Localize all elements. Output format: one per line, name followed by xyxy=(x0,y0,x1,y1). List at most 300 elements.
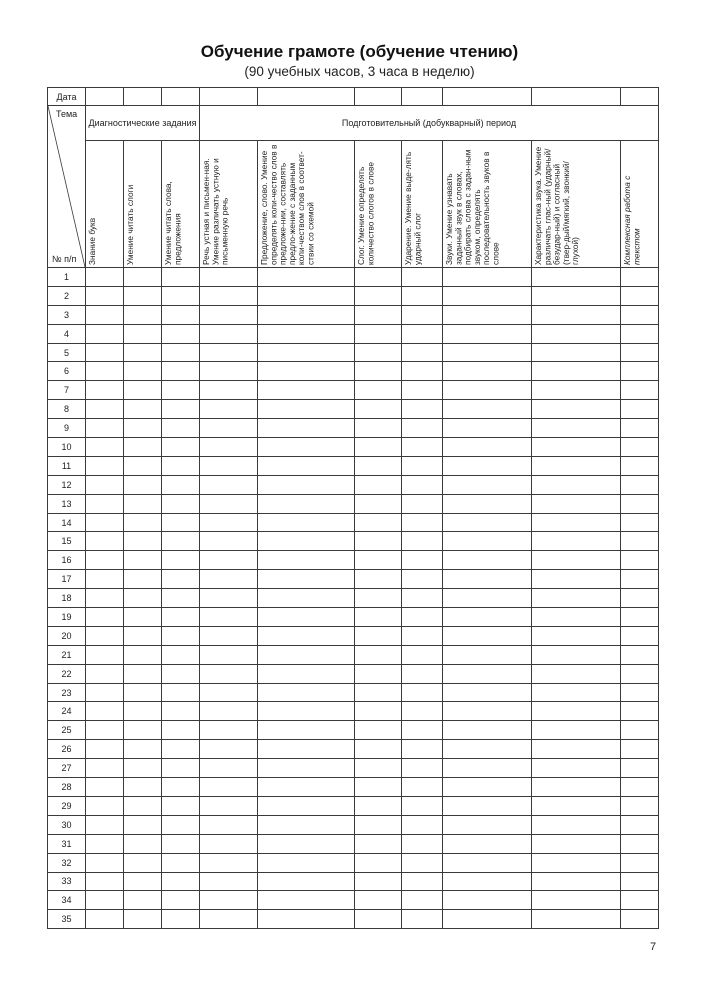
grade-cell[interactable] xyxy=(621,778,659,797)
grade-cell[interactable] xyxy=(443,778,532,797)
grade-cell[interactable] xyxy=(86,834,124,853)
grade-cell[interactable] xyxy=(355,475,402,494)
grade-cell[interactable] xyxy=(86,400,124,419)
grade-cell[interactable] xyxy=(355,513,402,532)
grade-cell[interactable] xyxy=(621,551,659,570)
grade-cell[interactable] xyxy=(200,778,258,797)
grade-cell[interactable] xyxy=(162,626,200,645)
grade-cell[interactable] xyxy=(443,834,532,853)
grade-cell[interactable] xyxy=(621,475,659,494)
grade-cell[interactable] xyxy=(86,815,124,834)
grade-cell[interactable] xyxy=(200,589,258,608)
grade-cell[interactable] xyxy=(124,324,162,343)
grade-cell[interactable] xyxy=(443,268,532,287)
grade-cell[interactable] xyxy=(355,891,402,910)
grade-cell[interactable] xyxy=(200,475,258,494)
grade-cell[interactable] xyxy=(621,589,659,608)
grade-cell[interactable] xyxy=(621,268,659,287)
grade-cell[interactable] xyxy=(258,551,355,570)
grade-cell[interactable] xyxy=(162,910,200,929)
grade-cell[interactable] xyxy=(200,456,258,475)
grade-cell[interactable] xyxy=(402,891,443,910)
grade-cell[interactable] xyxy=(124,872,162,891)
grade-cell[interactable] xyxy=(443,400,532,419)
grade-cell[interactable] xyxy=(200,872,258,891)
grade-cell[interactable] xyxy=(402,438,443,457)
grade-cell[interactable] xyxy=(532,286,621,305)
grade-cell[interactable] xyxy=(355,910,402,929)
grade-cell[interactable] xyxy=(86,475,124,494)
grade-cell[interactable] xyxy=(200,324,258,343)
grade-cell[interactable] xyxy=(621,286,659,305)
grade-cell[interactable] xyxy=(443,891,532,910)
grade-cell[interactable] xyxy=(86,910,124,929)
grade-cell[interactable] xyxy=(200,419,258,438)
grade-cell[interactable] xyxy=(162,759,200,778)
grade-cell[interactable] xyxy=(355,362,402,381)
grade-cell[interactable] xyxy=(162,645,200,664)
grade-cell[interactable] xyxy=(355,570,402,589)
grade-cell[interactable] xyxy=(258,381,355,400)
grade-cell[interactable] xyxy=(532,324,621,343)
grade-cell[interactable] xyxy=(86,419,124,438)
grade-cell[interactable] xyxy=(621,645,659,664)
grade-cell[interactable] xyxy=(621,853,659,872)
grade-cell[interactable] xyxy=(621,702,659,721)
grade-cell[interactable] xyxy=(532,532,621,551)
grade-cell[interactable] xyxy=(258,532,355,551)
date-cell[interactable] xyxy=(162,88,200,106)
grade-cell[interactable] xyxy=(124,513,162,532)
grade-cell[interactable] xyxy=(258,759,355,778)
grade-cell[interactable] xyxy=(124,815,162,834)
grade-cell[interactable] xyxy=(532,513,621,532)
grade-cell[interactable] xyxy=(621,494,659,513)
grade-cell[interactable] xyxy=(162,343,200,362)
grade-cell[interactable] xyxy=(443,910,532,929)
grade-cell[interactable] xyxy=(532,815,621,834)
grade-cell[interactable] xyxy=(443,626,532,645)
grade-cell[interactable] xyxy=(86,853,124,872)
grade-cell[interactable] xyxy=(402,721,443,740)
grade-cell[interactable] xyxy=(532,721,621,740)
grade-cell[interactable] xyxy=(532,891,621,910)
grade-cell[interactable] xyxy=(402,778,443,797)
grade-cell[interactable] xyxy=(402,494,443,513)
grade-cell[interactable] xyxy=(621,362,659,381)
grade-cell[interactable] xyxy=(200,343,258,362)
grade-cell[interactable] xyxy=(443,702,532,721)
grade-cell[interactable] xyxy=(258,608,355,627)
grade-cell[interactable] xyxy=(443,589,532,608)
grade-cell[interactable] xyxy=(532,456,621,475)
grade-cell[interactable] xyxy=(443,664,532,683)
grade-cell[interactable] xyxy=(443,286,532,305)
grade-cell[interactable] xyxy=(124,551,162,570)
grade-cell[interactable] xyxy=(86,740,124,759)
grade-cell[interactable] xyxy=(443,608,532,627)
grade-cell[interactable] xyxy=(258,683,355,702)
grade-cell[interactable] xyxy=(443,475,532,494)
grade-cell[interactable] xyxy=(402,853,443,872)
grade-cell[interactable] xyxy=(355,324,402,343)
grade-cell[interactable] xyxy=(200,305,258,324)
grade-cell[interactable] xyxy=(532,740,621,759)
grade-cell[interactable] xyxy=(621,740,659,759)
grade-cell[interactable] xyxy=(162,778,200,797)
grade-cell[interactable] xyxy=(443,721,532,740)
grade-cell[interactable] xyxy=(258,626,355,645)
grade-cell[interactable] xyxy=(86,532,124,551)
grade-cell[interactable] xyxy=(124,834,162,853)
grade-cell[interactable] xyxy=(532,608,621,627)
grade-cell[interactable] xyxy=(443,570,532,589)
grade-cell[interactable] xyxy=(86,891,124,910)
grade-cell[interactable] xyxy=(402,608,443,627)
grade-cell[interactable] xyxy=(124,419,162,438)
grade-cell[interactable] xyxy=(402,740,443,759)
grade-cell[interactable] xyxy=(355,400,402,419)
grade-cell[interactable] xyxy=(258,419,355,438)
grade-cell[interactable] xyxy=(355,532,402,551)
grade-cell[interactable] xyxy=(402,362,443,381)
grade-cell[interactable] xyxy=(355,456,402,475)
grade-cell[interactable] xyxy=(162,513,200,532)
grade-cell[interactable] xyxy=(621,343,659,362)
grade-cell[interactable] xyxy=(532,551,621,570)
grade-cell[interactable] xyxy=(402,324,443,343)
grade-cell[interactable] xyxy=(162,381,200,400)
grade-cell[interactable] xyxy=(621,721,659,740)
grade-cell[interactable] xyxy=(162,664,200,683)
grade-cell[interactable] xyxy=(124,626,162,645)
grade-cell[interactable] xyxy=(402,305,443,324)
grade-cell[interactable] xyxy=(532,853,621,872)
grade-cell[interactable] xyxy=(443,381,532,400)
grade-cell[interactable] xyxy=(402,551,443,570)
grade-cell[interactable] xyxy=(124,268,162,287)
grade-cell[interactable] xyxy=(355,551,402,570)
grade-cell[interactable] xyxy=(162,702,200,721)
grade-cell[interactable] xyxy=(355,740,402,759)
grade-cell[interactable] xyxy=(200,286,258,305)
grade-cell[interactable] xyxy=(258,910,355,929)
grade-cell[interactable] xyxy=(162,683,200,702)
grade-cell[interactable] xyxy=(162,362,200,381)
grade-cell[interactable] xyxy=(86,513,124,532)
grade-cell[interactable] xyxy=(258,400,355,419)
grade-cell[interactable] xyxy=(621,910,659,929)
grade-cell[interactable] xyxy=(355,343,402,362)
grade-cell[interactable] xyxy=(258,796,355,815)
grade-cell[interactable] xyxy=(532,438,621,457)
grade-cell[interactable] xyxy=(532,494,621,513)
grade-cell[interactable] xyxy=(162,872,200,891)
grade-cell[interactable] xyxy=(621,683,659,702)
grade-cell[interactable] xyxy=(200,626,258,645)
grade-cell[interactable] xyxy=(258,268,355,287)
date-cell[interactable] xyxy=(443,88,532,106)
grade-cell[interactable] xyxy=(258,475,355,494)
grade-cell[interactable] xyxy=(355,268,402,287)
grade-cell[interactable] xyxy=(258,778,355,797)
grade-cell[interactable] xyxy=(443,419,532,438)
grade-cell[interactable] xyxy=(258,834,355,853)
grade-cell[interactable] xyxy=(258,721,355,740)
grade-cell[interactable] xyxy=(86,305,124,324)
grade-cell[interactable] xyxy=(162,796,200,815)
grade-cell[interactable] xyxy=(86,626,124,645)
grade-cell[interactable] xyxy=(621,759,659,778)
grade-cell[interactable] xyxy=(124,400,162,419)
grade-cell[interactable] xyxy=(162,324,200,343)
date-cell[interactable] xyxy=(258,88,355,106)
grade-cell[interactable] xyxy=(86,324,124,343)
grade-cell[interactable] xyxy=(621,324,659,343)
grade-cell[interactable] xyxy=(355,626,402,645)
grade-cell[interactable] xyxy=(443,796,532,815)
grade-cell[interactable] xyxy=(124,740,162,759)
grade-cell[interactable] xyxy=(258,324,355,343)
grade-cell[interactable] xyxy=(532,778,621,797)
grade-cell[interactable] xyxy=(86,702,124,721)
grade-cell[interactable] xyxy=(402,645,443,664)
grade-cell[interactable] xyxy=(162,834,200,853)
grade-cell[interactable] xyxy=(124,664,162,683)
grade-cell[interactable] xyxy=(162,400,200,419)
grade-cell[interactable] xyxy=(124,721,162,740)
grade-cell[interactable] xyxy=(621,532,659,551)
grade-cell[interactable] xyxy=(355,438,402,457)
grade-cell[interactable] xyxy=(532,305,621,324)
grade-cell[interactable] xyxy=(355,419,402,438)
grade-cell[interactable] xyxy=(200,759,258,778)
date-cell[interactable] xyxy=(124,88,162,106)
grade-cell[interactable] xyxy=(86,343,124,362)
grade-cell[interactable] xyxy=(86,778,124,797)
grade-cell[interactable] xyxy=(532,343,621,362)
grade-cell[interactable] xyxy=(162,438,200,457)
grade-cell[interactable] xyxy=(124,910,162,929)
grade-cell[interactable] xyxy=(124,702,162,721)
grade-cell[interactable] xyxy=(162,305,200,324)
grade-cell[interactable] xyxy=(258,664,355,683)
grade-cell[interactable] xyxy=(124,286,162,305)
grade-cell[interactable] xyxy=(402,702,443,721)
grade-cell[interactable] xyxy=(402,268,443,287)
grade-cell[interactable] xyxy=(621,513,659,532)
grade-cell[interactable] xyxy=(532,664,621,683)
grade-cell[interactable] xyxy=(258,362,355,381)
grade-cell[interactable] xyxy=(86,362,124,381)
grade-cell[interactable] xyxy=(402,513,443,532)
grade-cell[interactable] xyxy=(162,589,200,608)
grade-cell[interactable] xyxy=(200,645,258,664)
grade-cell[interactable] xyxy=(86,381,124,400)
grade-cell[interactable] xyxy=(621,608,659,627)
grade-cell[interactable] xyxy=(443,645,532,664)
grade-cell[interactable] xyxy=(443,532,532,551)
grade-cell[interactable] xyxy=(200,362,258,381)
grade-cell[interactable] xyxy=(621,834,659,853)
grade-cell[interactable] xyxy=(200,664,258,683)
grade-cell[interactable] xyxy=(162,853,200,872)
grade-cell[interactable] xyxy=(200,381,258,400)
grade-cell[interactable] xyxy=(532,381,621,400)
grade-cell[interactable] xyxy=(124,362,162,381)
grade-cell[interactable] xyxy=(200,551,258,570)
grade-cell[interactable] xyxy=(621,796,659,815)
grade-cell[interactable] xyxy=(355,608,402,627)
grade-cell[interactable] xyxy=(200,608,258,627)
grade-cell[interactable] xyxy=(355,664,402,683)
grade-cell[interactable] xyxy=(355,305,402,324)
grade-cell[interactable] xyxy=(124,475,162,494)
grade-cell[interactable] xyxy=(443,305,532,324)
grade-cell[interactable] xyxy=(258,494,355,513)
grade-cell[interactable] xyxy=(355,589,402,608)
grade-cell[interactable] xyxy=(124,570,162,589)
grade-cell[interactable] xyxy=(258,645,355,664)
grade-cell[interactable] xyxy=(355,872,402,891)
grade-cell[interactable] xyxy=(443,513,532,532)
grade-cell[interactable] xyxy=(258,513,355,532)
grade-cell[interactable] xyxy=(124,891,162,910)
grade-cell[interactable] xyxy=(621,872,659,891)
grade-cell[interactable] xyxy=(355,286,402,305)
date-cell[interactable] xyxy=(200,88,258,106)
grade-cell[interactable] xyxy=(402,343,443,362)
grade-cell[interactable] xyxy=(162,551,200,570)
grade-cell[interactable] xyxy=(162,721,200,740)
date-cell[interactable] xyxy=(402,88,443,106)
grade-cell[interactable] xyxy=(402,570,443,589)
grade-cell[interactable] xyxy=(124,456,162,475)
grade-cell[interactable] xyxy=(443,494,532,513)
grade-cell[interactable] xyxy=(200,570,258,589)
grade-cell[interactable] xyxy=(532,570,621,589)
grade-cell[interactable] xyxy=(532,268,621,287)
grade-cell[interactable] xyxy=(162,740,200,759)
grade-cell[interactable] xyxy=(124,683,162,702)
grade-cell[interactable] xyxy=(402,626,443,645)
grade-cell[interactable] xyxy=(86,645,124,664)
grade-cell[interactable] xyxy=(124,778,162,797)
grade-cell[interactable] xyxy=(532,589,621,608)
grade-cell[interactable] xyxy=(532,872,621,891)
grade-cell[interactable] xyxy=(443,815,532,834)
grade-cell[interactable] xyxy=(258,305,355,324)
grade-cell[interactable] xyxy=(443,853,532,872)
grade-cell[interactable] xyxy=(86,570,124,589)
grade-cell[interactable] xyxy=(258,702,355,721)
grade-cell[interactable] xyxy=(124,759,162,778)
grade-cell[interactable] xyxy=(355,683,402,702)
grade-cell[interactable] xyxy=(443,872,532,891)
grade-cell[interactable] xyxy=(86,664,124,683)
grade-cell[interactable] xyxy=(162,456,200,475)
grade-cell[interactable] xyxy=(402,286,443,305)
grade-cell[interactable] xyxy=(86,759,124,778)
grade-cell[interactable] xyxy=(532,400,621,419)
grade-cell[interactable] xyxy=(355,702,402,721)
grade-cell[interactable] xyxy=(86,872,124,891)
grade-cell[interactable] xyxy=(621,815,659,834)
grade-cell[interactable] xyxy=(355,494,402,513)
date-cell[interactable] xyxy=(355,88,402,106)
grade-cell[interactable] xyxy=(86,286,124,305)
grade-cell[interactable] xyxy=(258,570,355,589)
grade-cell[interactable] xyxy=(86,456,124,475)
grade-cell[interactable] xyxy=(162,891,200,910)
grade-cell[interactable] xyxy=(402,475,443,494)
grade-cell[interactable] xyxy=(200,532,258,551)
grade-cell[interactable] xyxy=(124,494,162,513)
grade-cell[interactable] xyxy=(86,608,124,627)
grade-cell[interactable] xyxy=(532,419,621,438)
grade-cell[interactable] xyxy=(621,438,659,457)
grade-cell[interactable] xyxy=(402,815,443,834)
grade-cell[interactable] xyxy=(402,796,443,815)
grade-cell[interactable] xyxy=(402,532,443,551)
grade-cell[interactable] xyxy=(355,796,402,815)
grade-cell[interactable] xyxy=(162,494,200,513)
grade-cell[interactable] xyxy=(86,268,124,287)
grade-cell[interactable] xyxy=(124,608,162,627)
grade-cell[interactable] xyxy=(355,853,402,872)
grade-cell[interactable] xyxy=(124,305,162,324)
grade-cell[interactable] xyxy=(355,381,402,400)
grade-cell[interactable] xyxy=(621,305,659,324)
grade-cell[interactable] xyxy=(200,796,258,815)
grade-cell[interactable] xyxy=(443,324,532,343)
grade-cell[interactable] xyxy=(162,286,200,305)
grade-cell[interactable] xyxy=(258,438,355,457)
grade-cell[interactable] xyxy=(86,683,124,702)
grade-cell[interactable] xyxy=(200,834,258,853)
grade-cell[interactable] xyxy=(86,494,124,513)
grade-cell[interactable] xyxy=(258,872,355,891)
grade-cell[interactable] xyxy=(402,589,443,608)
date-cell[interactable] xyxy=(86,88,124,106)
grade-cell[interactable] xyxy=(124,381,162,400)
grade-cell[interactable] xyxy=(532,702,621,721)
grade-cell[interactable] xyxy=(532,683,621,702)
grade-cell[interactable] xyxy=(532,834,621,853)
grade-cell[interactable] xyxy=(258,343,355,362)
grade-cell[interactable] xyxy=(200,891,258,910)
grade-cell[interactable] xyxy=(621,381,659,400)
grade-cell[interactable] xyxy=(258,286,355,305)
grade-cell[interactable] xyxy=(124,589,162,608)
date-cell[interactable] xyxy=(621,88,659,106)
grade-cell[interactable] xyxy=(162,532,200,551)
grade-cell[interactable] xyxy=(200,268,258,287)
grade-cell[interactable] xyxy=(621,456,659,475)
grade-cell[interactable] xyxy=(532,796,621,815)
grade-cell[interactable] xyxy=(532,759,621,778)
grade-cell[interactable] xyxy=(443,456,532,475)
grade-cell[interactable] xyxy=(402,872,443,891)
grade-cell[interactable] xyxy=(162,268,200,287)
grade-cell[interactable] xyxy=(200,494,258,513)
grade-cell[interactable] xyxy=(86,551,124,570)
grade-cell[interactable] xyxy=(532,910,621,929)
grade-cell[interactable] xyxy=(162,815,200,834)
grade-cell[interactable] xyxy=(86,589,124,608)
grade-cell[interactable] xyxy=(532,645,621,664)
grade-cell[interactable] xyxy=(200,438,258,457)
